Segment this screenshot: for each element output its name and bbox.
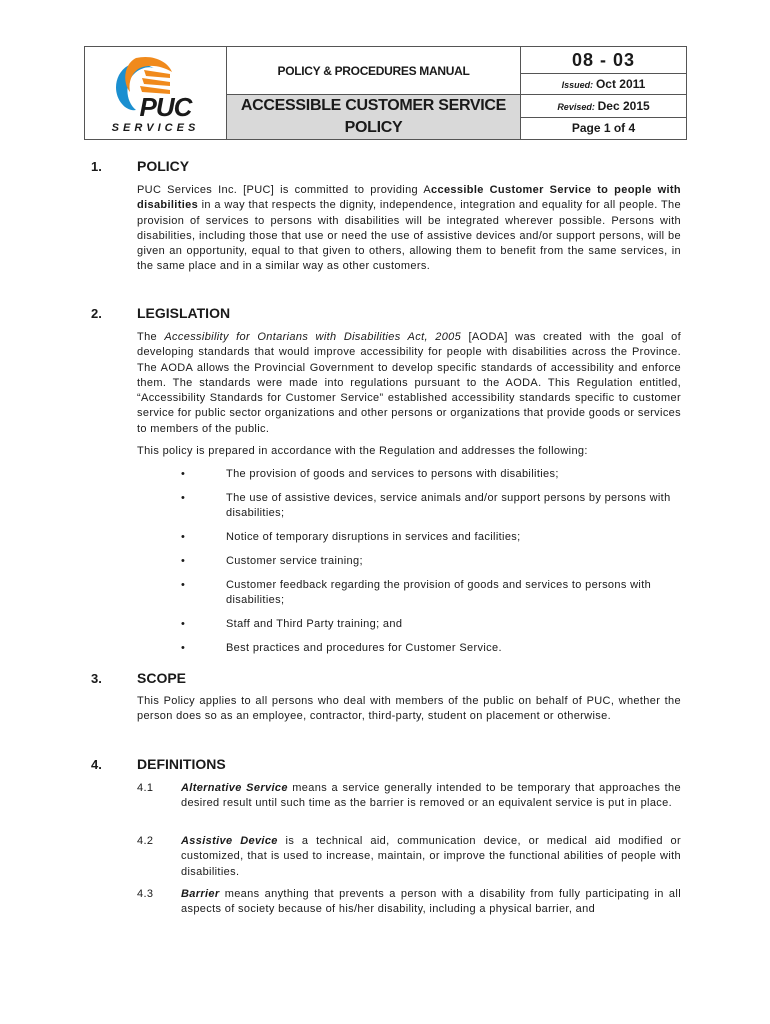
definition-body: means anything that prevents a person with a disability from fully participating in all aspects of society because of his/her disability, including a physical barrier, and [181,888,681,916]
bullet-icon: • [181,531,186,543]
manual-title: POLICY & PROCEDURES MANUAL [227,47,521,95]
policy-paragraph [137,183,681,275]
legislation-text-after: [AODA] was created with the goal of developing standards that would improve accessibility for people with disabilities across the Province. The AODA allows the Provincial Government to develop specific standards of accessibility and enforce them. The standards were made into regulations pursuant to the AODA. This Regulation entitled, “Accessibility Standards for Customer Service” established accessibility standards specific to customer service for public sector organizations and other persons or organizations that provide goods or services to members of the public. [137,331,681,435]
legislation-text-before: The [137,331,165,343]
bullet-text: Customer feedback regarding the provision of goods and services to persons with disabilities; [226,579,652,606]
section-number-legislation: 2. [91,306,102,321]
policy-text-after: in a way that respects the dignity, independence, integration and equality for all people. The provision of services to persons with disabilities will be integrated wherever possible. Persons with disabilities, including those that use or need the use of assistive devices and/or support persons, will be given an opportunity, equal to that given to others, allowing them to benefit from the same services, in the same place and in a similar way as other customers. [137,199,681,273]
section-title-definitions: DEFINITIONS [137,756,226,772]
policy-title-line1: ACCESSIBLE CUSTOMER SERVICE [240,97,507,114]
list-item [137,467,681,482]
section-title-policy: POLICY [137,158,190,174]
header-table [84,46,687,140]
policy-text-before: PUC Services Inc. [PUC] is committed to providing A [137,184,432,196]
logo-text: PUC [139,92,192,122]
issued-value: Oct 2011 [595,77,646,91]
list-item [137,530,681,545]
legislation-act-name: Accessibility for Ontarians with Disabilities Act, 2005 [164,331,462,343]
bullet-icon: • [181,579,186,591]
logo-subtext: SERVICES [111,122,200,134]
definition-text [181,834,681,880]
issued-label: Issued: [561,80,594,90]
definition-text [181,781,681,812]
bullet-icon: • [181,618,186,630]
revised-value: Dec 2015 [597,98,650,113]
list-item [137,641,681,656]
policy-number: 08 - 03 [521,47,687,74]
definition-item [137,887,681,918]
section-number-policy: 1. [91,159,102,174]
definition-term: Alternative Service [181,782,288,794]
definition-text [181,887,681,918]
legislation-paragraph [137,330,681,437]
definition-term: Barrier [181,888,220,900]
definition-number: 4.2 [137,835,154,847]
bullet-text: Staff and Third Party training; and [226,618,403,630]
bullet-text: Best practices and procedures for Customer Service. [226,642,502,654]
revised-date [521,95,687,118]
definition-item [137,781,681,812]
bullet-icon: • [181,642,186,654]
list-item [137,617,681,632]
section-number-scope: 3. [91,671,102,686]
definition-number: 4.3 [137,888,154,900]
bullet-text: Notice of temporary disruptions in services and facilities; [226,531,521,543]
bullet-icon: • [181,555,186,567]
bullet-text: The provision of goods and services to persons with disabilities; [226,468,559,480]
scope-paragraph: This Policy applies to all persons who deal with members of the public on behalf of PUC, whether the person does so as an employee, contractor, third-party, student on placement or otherwise. [137,695,681,723]
bullet-text: The use of assistive devices, service animals and/or support persons by persons with disabilities; [226,492,671,519]
definition-term: Assistive Device [181,835,278,847]
document-header [84,46,687,138]
definition-body: means a service generally intended to be temporary that approaches the desired result until such time as the barrier is removed or an equivalent service is put in place. [181,782,681,810]
policy-title [227,95,521,140]
bullet-text: Customer service training; [226,555,363,567]
policy-title-line2: POLICY [344,119,403,136]
revised-label: Revised: [557,101,595,112]
definition-body: is a technical aid, communication device, or medical aid modified or customized, that is used to increase, maintain, or improve the functional abilities of people with disabilities. [181,835,682,878]
section-number-definitions: 4. [91,757,102,772]
section-title-scope: SCOPE [137,670,187,686]
logo-cell [85,47,227,140]
bullet-icon: • [181,468,186,480]
definition-item [137,834,681,880]
puc-services-logo [96,52,216,134]
policy-text-bold: ccessible Customer Service to people with disabilities [137,184,682,212]
list-item [137,491,681,521]
list-item [137,578,681,608]
legislation-bullet-list [137,467,681,656]
list-item [137,554,681,569]
legislation-intro: This policy is prepared in accordance with the Regulation and addresses the following: [137,445,588,457]
page-number: Page 1 of 4 [521,117,687,140]
section-title-legislation: LEGISLATION [137,305,231,321]
issued-date [521,74,687,95]
bullet-icon: • [181,492,186,504]
definition-number: 4.1 [137,782,154,794]
